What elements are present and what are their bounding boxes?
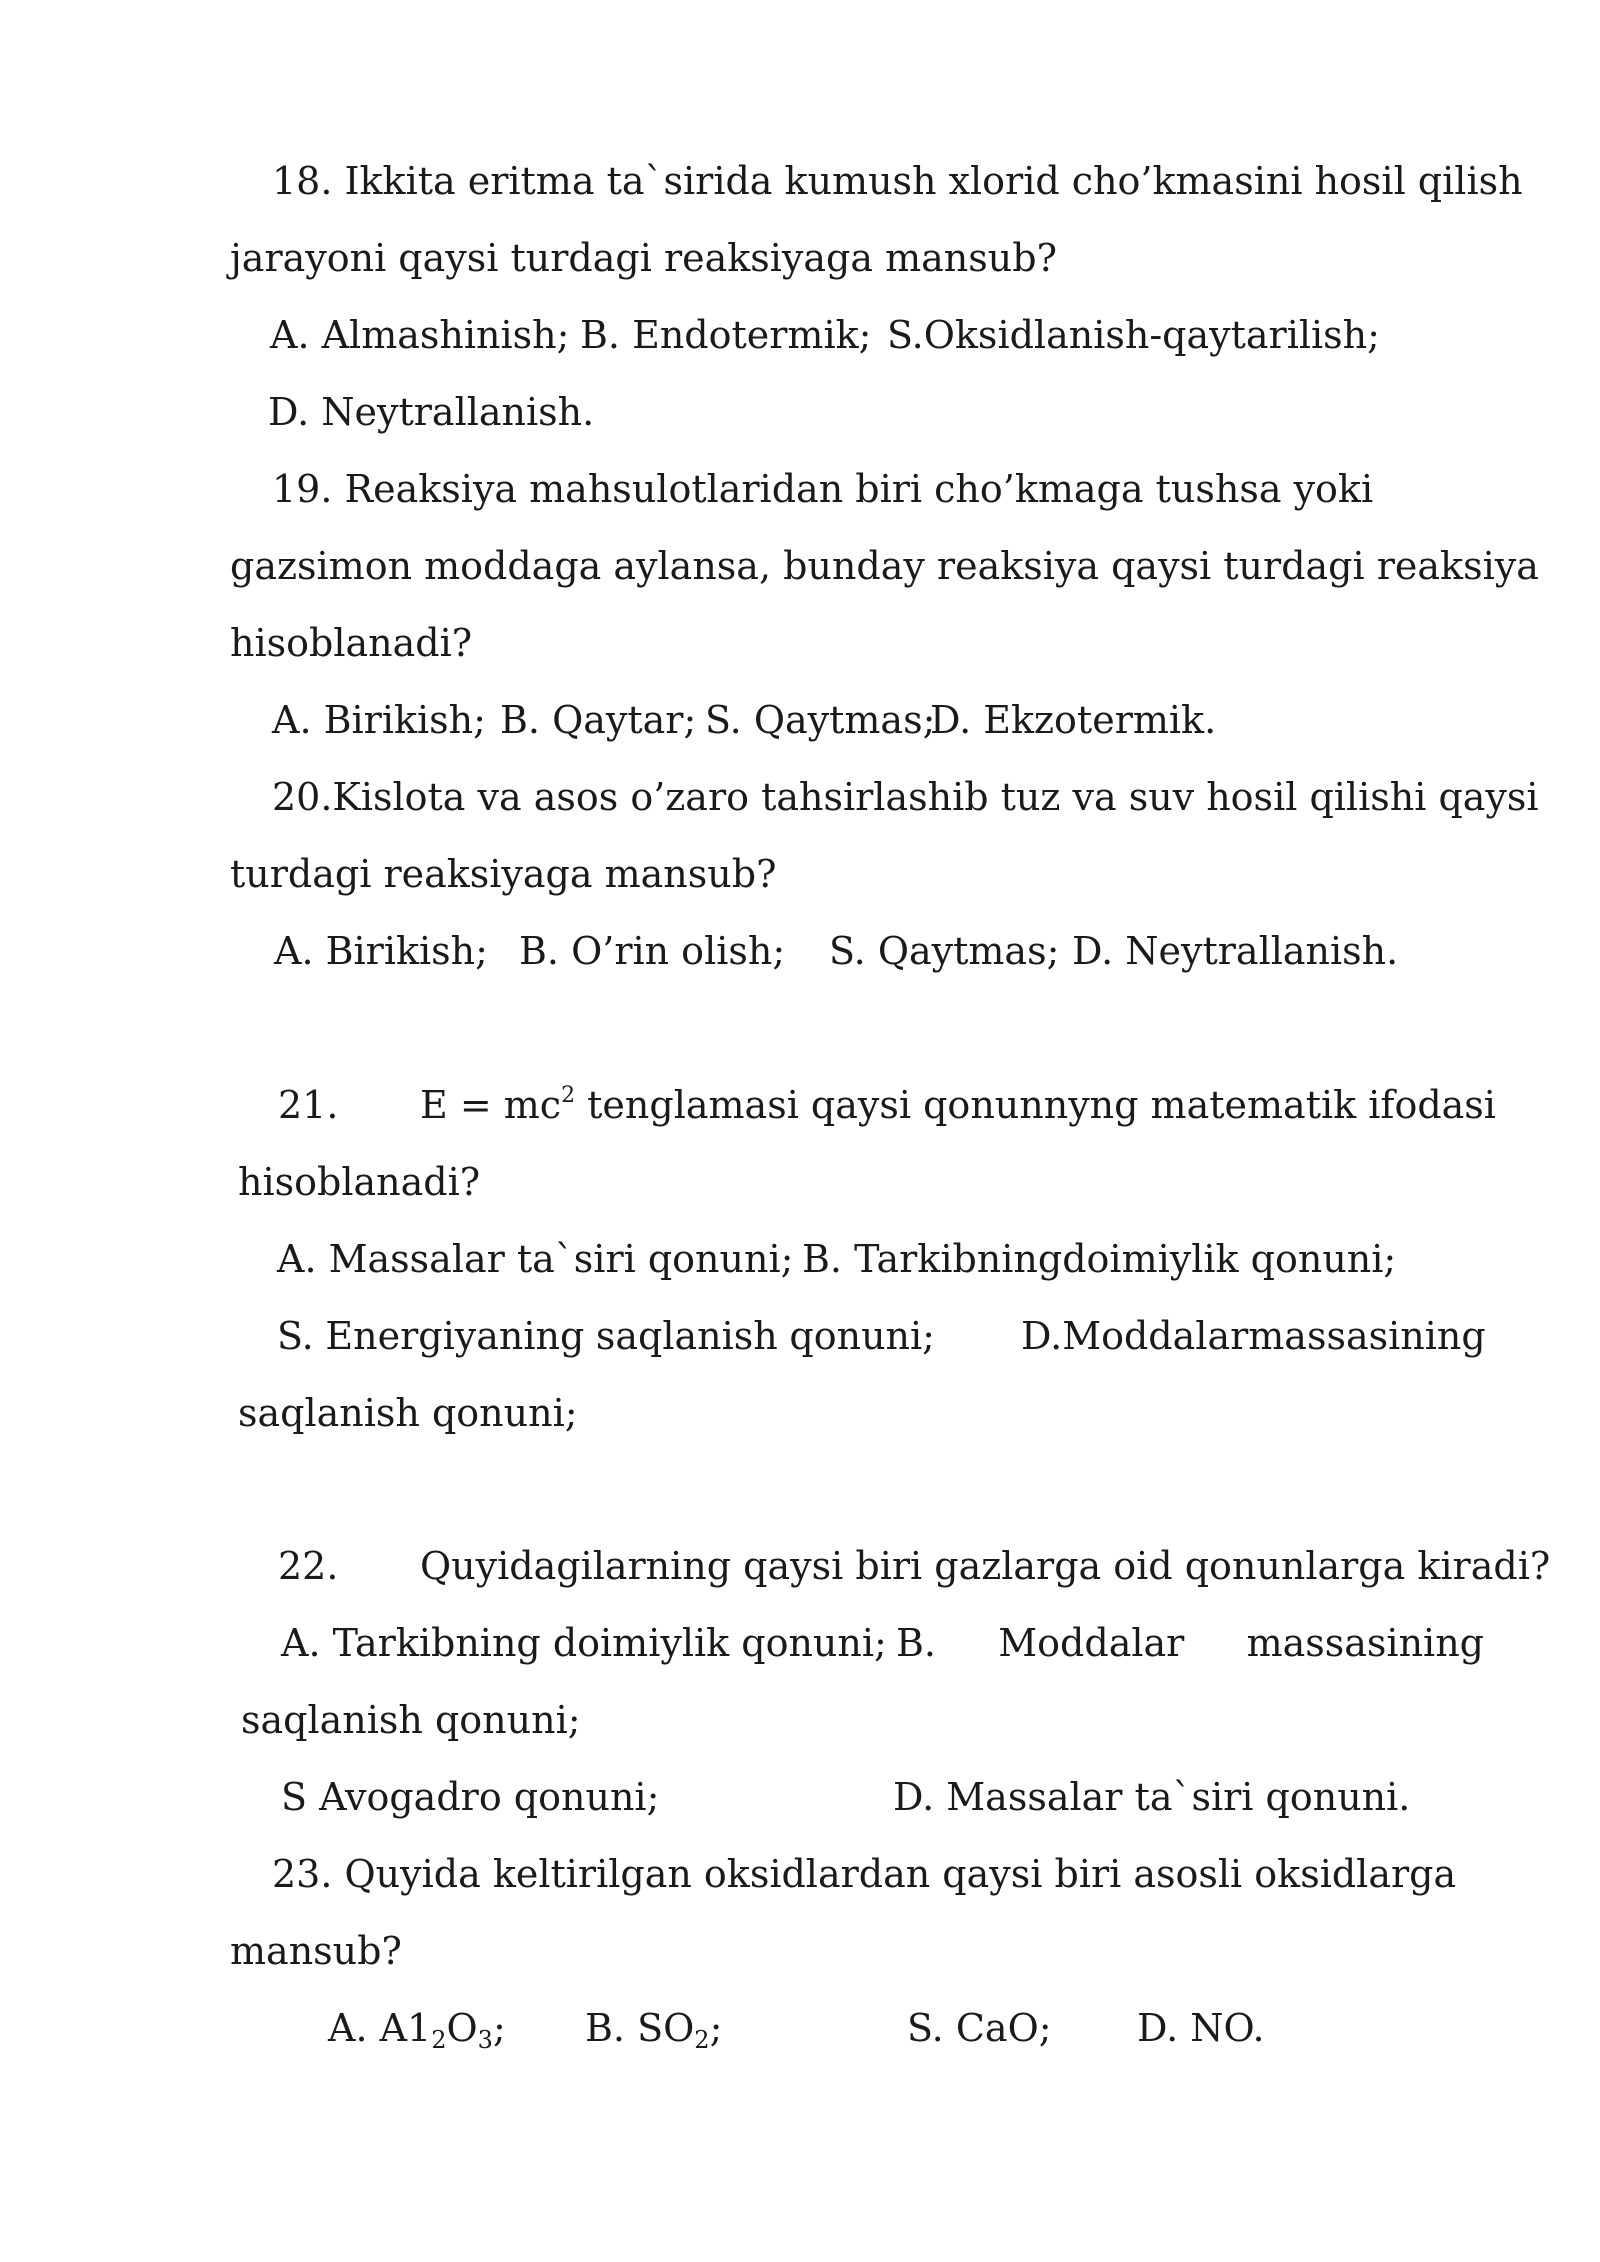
q21-question-rest: tenglamasi qaysi qonunnyng matematik ifodasi (575, 1083, 1496, 1127)
q18-option-s: S.Oksidlanish-qaytarilish; (887, 313, 1380, 357)
q19-option-a: A. Birikish; (272, 698, 486, 742)
q18-option-d: D. Neytrallanish. (268, 390, 595, 434)
q22-number: 22. (278, 1544, 339, 1588)
q20-option-b: B. O’rin olish; (519, 929, 786, 973)
q22-option-b: B. Moddalar massasining (896, 1621, 1484, 1665)
q18-line1: 18. Ikkita eritma ta`sirida kumush xlorid cho’kmasini hosil qilish (272, 159, 1523, 203)
q23-line2: mansub? (230, 1929, 402, 1973)
q22-question-text: Quyidagilarning qaysi biri gazlarga oid qonunlarga kiradi? (420, 1544, 1551, 1588)
q21-line2: hisoblanadi? (238, 1160, 481, 1204)
q21-formula-exponent: 2 (561, 1083, 576, 1108)
q21-number: 21. (278, 1083, 339, 1127)
q19-line1: 19. Reaksiya mahsulotlaridan biri cho’kmaga tushsa yoki (272, 467, 1374, 511)
q20-line1: 20.Kislota va asos o’zaro tahsirlashib tuz va suv hosil qilishi qaysi (272, 775, 1539, 819)
q20-line2: turdagi reaksiyaga mansub? (230, 852, 777, 896)
q23-option-a: A. $A1_2O_3$; (328, 2006, 506, 2054)
q21-question-text (420, 1083, 1496, 1127)
q19-option-d: D. Ekzotermik. (930, 698, 1217, 742)
q22-option-d: D. Massalar ta`siri qonuni. (893, 1775, 1411, 1819)
q18-option-b: B. Endotermik; (580, 313, 872, 357)
q22-option-s: S Avogadro qonuni; (281, 1775, 660, 1819)
q21-option-a: A. Massalar ta`siri qonuni; (277, 1237, 794, 1281)
q19-line2: gazsimon moddaga aylansa, bunday reaksiya qaysi turdagi reaksiya (230, 544, 1539, 588)
q20-option-d: D. Neytrallanish. (1072, 929, 1399, 973)
q21-option-b: B. Tarkibningdoimiylik qonuni; (802, 1237, 1397, 1281)
q21-option-d: D.Moddalar massasining (1021, 1314, 1486, 1358)
q23-option-s: S. CaO; (907, 2006, 1052, 2050)
q18-option-a: A. Almashinish; (270, 313, 570, 357)
q23-line1: 23. Quyida keltirilgan oksidlardan qaysi biri asosli oksidlarga (272, 1852, 1457, 1896)
q23-option-d: D. NO. (1137, 2006, 1265, 2050)
q20-option-a: A. Birikish; (274, 929, 488, 973)
q21-formula: E = mc (420, 1083, 562, 1127)
q21-option-d-continued: saqlanish qonuni; (238, 1391, 578, 1435)
q21-option-s: S. Energiyaning saqlanish qonuni; (277, 1314, 935, 1358)
q22-option-a: A. Tarkibning doimiylik qonuni; (281, 1621, 887, 1665)
q19-line3: hisoblanadi? (230, 621, 473, 665)
q19-option-b: B. Qaytar; (500, 698, 697, 742)
q23-option-b: B. $SO_2$; (585, 2006, 723, 2054)
q18-line2: jarayoni qaysi turdagi reaksiyaga mansub? (230, 236, 1057, 280)
q20-option-s: S. Qaytmas; (829, 929, 1060, 973)
q22-option-b-continued: saqlanish qonuni; (241, 1698, 581, 1742)
q19-option-s: S. Qaytmas; (705, 698, 936, 742)
